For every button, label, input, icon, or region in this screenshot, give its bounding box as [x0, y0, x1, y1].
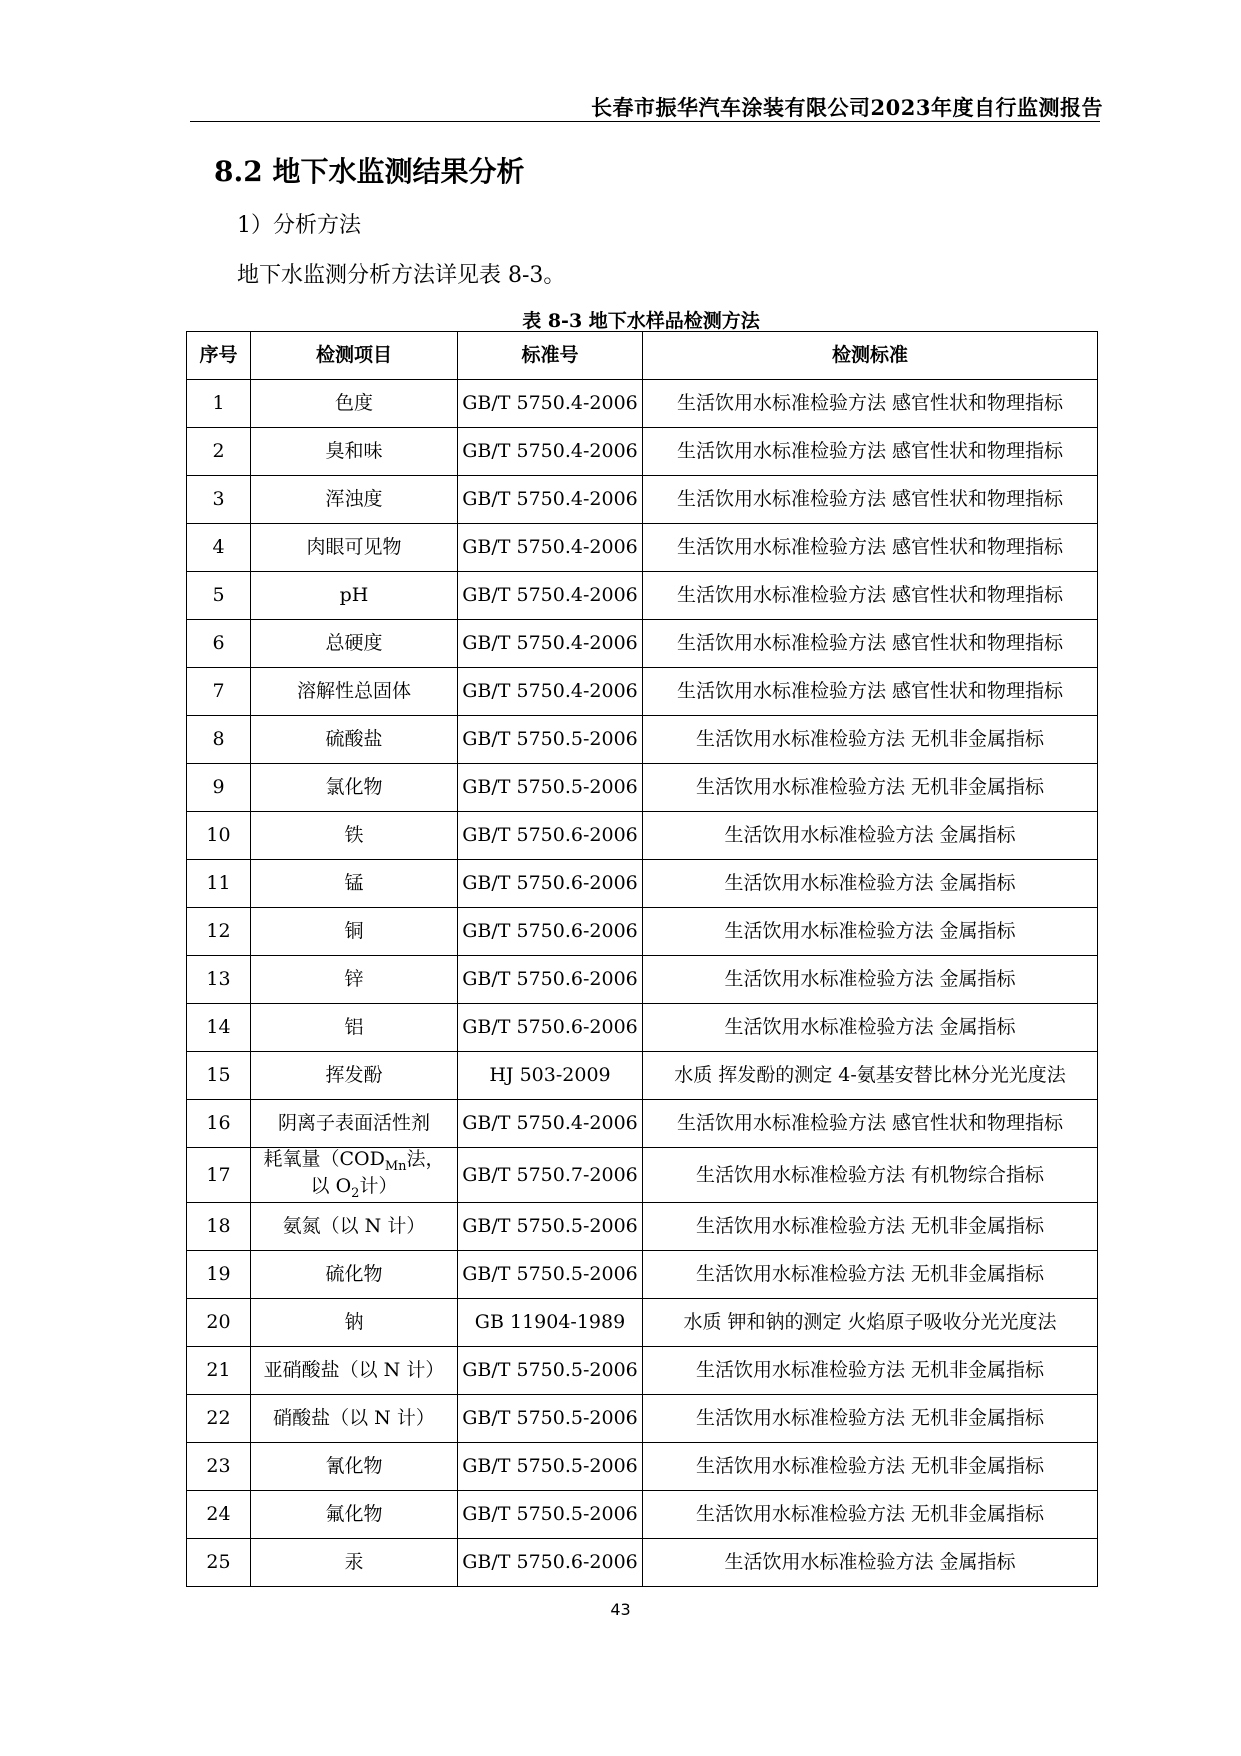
table-row — [187, 1299, 1098, 1347]
cell-item — [251, 1148, 458, 1203]
cell-item: 挥发酚 — [251, 1052, 458, 1100]
cell-no: 19 — [187, 1251, 251, 1299]
cell-standard-no: HJ 503-2009 — [458, 1052, 643, 1100]
cell-item: 浑浊度 — [251, 476, 458, 524]
table-row — [187, 956, 1098, 1004]
table-row — [187, 380, 1098, 428]
cell-item-subscript: Mn — [384, 1158, 407, 1174]
table-row — [187, 428, 1098, 476]
cell-standard-no: GB/T 5750.6-2006 — [458, 1539, 643, 1587]
cell-standard-no: GB/T 5750.5-2006 — [458, 1203, 643, 1251]
cell-item: 色度 — [251, 380, 458, 428]
cell-no: 18 — [187, 1203, 251, 1251]
cell-standard: 生活饮用水标准检验方法 无机非金属指标 — [643, 716, 1098, 764]
section-title: 8.2 地下水监测结果分析 — [214, 155, 525, 188]
cell-no: 24 — [187, 1491, 251, 1539]
cell-item-part: 耗氧量（COD — [263, 1148, 385, 1170]
cell-item: 氨氮（以 N 计） — [251, 1203, 458, 1251]
cell-standard-no: GB/T 5750.5-2006 — [458, 1395, 643, 1443]
cell-item-subscript: 2 — [351, 1185, 360, 1201]
cell-standard: 生活饮用水标准检验方法 无机非金属指标 — [643, 1443, 1098, 1491]
cell-item: 亚硝酸盐（以 N 计） — [251, 1347, 458, 1395]
cell-no: 21 — [187, 1347, 251, 1395]
cell-no: 1 — [187, 380, 251, 428]
table-row — [187, 1100, 1098, 1148]
cell-standard: 生活饮用水标准检验方法 金属指标 — [643, 956, 1098, 1004]
table-row — [187, 1004, 1098, 1052]
cell-no: 13 — [187, 956, 251, 1004]
table-caption: 表 8-3 地下水样品检测方法 — [522, 310, 760, 332]
cell-standard: 生活饮用水标准检验方法 感官性状和物理指标 — [643, 1100, 1098, 1148]
intro-paragraph: 地下水监测分析方法详见表 8-3。 — [237, 263, 566, 288]
subsection-heading: 1）分析方法 — [237, 213, 361, 238]
cell-item: 锰 — [251, 860, 458, 908]
table-row — [187, 1052, 1098, 1100]
cell-standard: 生活饮用水标准检验方法 有机物综合指标 — [643, 1148, 1098, 1203]
table-row — [187, 716, 1098, 764]
cell-standard: 生活饮用水标准检验方法 无机非金属指标 — [643, 1395, 1098, 1443]
table-row — [187, 908, 1098, 956]
cell-standard-no: GB/T 5750.5-2006 — [458, 1347, 643, 1395]
cell-standard: 生活饮用水标准检验方法 无机非金属指标 — [643, 764, 1098, 812]
cell-no: 12 — [187, 908, 251, 956]
table-row — [187, 1443, 1098, 1491]
cell-item: 氰化物 — [251, 1443, 458, 1491]
cell-standard-no: GB/T 5750.4-2006 — [458, 428, 643, 476]
cell-standard-no: GB/T 5750.5-2006 — [458, 1251, 643, 1299]
cell-no: 2 — [187, 428, 251, 476]
cell-no: 5 — [187, 572, 251, 620]
table-row — [187, 1251, 1098, 1299]
cell-standard-no: GB/T 5750.4-2006 — [458, 668, 643, 716]
cell-standard-no: GB/T 5750.7-2006 — [458, 1148, 643, 1203]
cell-no: 22 — [187, 1395, 251, 1443]
cell-standard: 生活饮用水标准检验方法 感官性状和物理指标 — [643, 380, 1098, 428]
cell-item: 氟化物 — [251, 1491, 458, 1539]
cell-item: 汞 — [251, 1539, 458, 1587]
cell-no: 8 — [187, 716, 251, 764]
cell-standard-no: GB/T 5750.4-2006 — [458, 524, 643, 572]
cell-standard: 生活饮用水标准检验方法 感官性状和物理指标 — [643, 668, 1098, 716]
cell-item: 硫化物 — [251, 1251, 458, 1299]
cell-standard: 生活饮用水标准检验方法 金属指标 — [643, 860, 1098, 908]
cell-standard: 生活饮用水标准检验方法 感官性状和物理指标 — [643, 524, 1098, 572]
cell-standard-no: GB/T 5750.5-2006 — [458, 1491, 643, 1539]
methods-table — [186, 331, 1098, 1587]
cell-no: 20 — [187, 1299, 251, 1347]
cell-standard: 生活饮用水标准检验方法 无机非金属指标 — [643, 1203, 1098, 1251]
cell-standard: 水质 钾和钠的测定 火焰原子吸收分光光度法 — [643, 1299, 1098, 1347]
cell-no: 23 — [187, 1443, 251, 1491]
cell-item: 铝 — [251, 1004, 458, 1052]
cell-item: 硝酸盐（以 N 计） — [251, 1395, 458, 1443]
table-body — [187, 380, 1098, 1587]
table-header-row — [187, 332, 1098, 380]
page-number: 43 — [610, 1600, 631, 1619]
header-divider — [190, 121, 1100, 122]
cell-standard: 水质 挥发酚的测定 4-氨基安替比林分光光度法 — [643, 1052, 1098, 1100]
report-header-title: 长春市振华汽车涂装有限公司2023年度自行监测报告 — [591, 95, 1103, 120]
cell-no: 15 — [187, 1052, 251, 1100]
cell-no: 7 — [187, 668, 251, 716]
cell-standard: 生活饮用水标准检验方法 无机非金属指标 — [643, 1491, 1098, 1539]
cell-item: 臭和味 — [251, 428, 458, 476]
cell-no: 4 — [187, 524, 251, 572]
cell-no: 14 — [187, 1004, 251, 1052]
cell-item: 总硬度 — [251, 620, 458, 668]
header-cell-standard: 检测标准 — [643, 332, 1098, 380]
cell-standard: 生活饮用水标准检验方法 无机非金属指标 — [643, 1251, 1098, 1299]
cell-standard: 生活饮用水标准检验方法 感官性状和物理指标 — [643, 476, 1098, 524]
cell-no: 16 — [187, 1100, 251, 1148]
cell-item: 钠 — [251, 1299, 458, 1347]
table-row — [187, 524, 1098, 572]
table-row — [187, 764, 1098, 812]
cell-item: 阴离子表面活性剂 — [251, 1100, 458, 1148]
cell-no: 10 — [187, 812, 251, 860]
table-row — [187, 572, 1098, 620]
table-row — [187, 812, 1098, 860]
table-row — [187, 1347, 1098, 1395]
cell-no: 3 — [187, 476, 251, 524]
table-row — [187, 1395, 1098, 1443]
cell-standard: 生活饮用水标准检验方法 感官性状和物理指标 — [643, 620, 1098, 668]
cell-no: 17 — [187, 1148, 251, 1203]
table-row — [187, 1203, 1098, 1251]
table-row — [187, 620, 1098, 668]
cell-standard-no: GB/T 5750.6-2006 — [458, 908, 643, 956]
cell-standard: 生活饮用水标准检验方法 感官性状和物理指标 — [643, 428, 1098, 476]
header-cell-item: 检测项目 — [251, 332, 458, 380]
cell-item: 硫酸盐 — [251, 716, 458, 764]
table-row — [187, 1539, 1098, 1587]
table-row — [187, 860, 1098, 908]
cell-standard: 生活饮用水标准检验方法 金属指标 — [643, 812, 1098, 860]
cell-standard: 生活饮用水标准检验方法 无机非金属指标 — [643, 1347, 1098, 1395]
cell-standard: 生活饮用水标准检验方法 金属指标 — [643, 1539, 1098, 1587]
table-row — [187, 476, 1098, 524]
header-cell-no: 序号 — [187, 332, 251, 380]
cell-item: 铁 — [251, 812, 458, 860]
cell-standard-no: GB/T 5750.5-2006 — [458, 764, 643, 812]
cell-standard-no: GB/T 5750.6-2006 — [458, 860, 643, 908]
cell-no: 25 — [187, 1539, 251, 1587]
cell-item: 氯化物 — [251, 764, 458, 812]
cell-standard-no: GB/T 5750.4-2006 — [458, 476, 643, 524]
cell-item-part: 以 O — [310, 1175, 352, 1198]
cell-no: 6 — [187, 620, 251, 668]
cell-standard-no: GB/T 5750.4-2006 — [458, 380, 643, 428]
cell-no: 11 — [187, 860, 251, 908]
cell-item: 溶解性总固体 — [251, 668, 458, 716]
header-cell-standard-no: 标准号 — [458, 332, 643, 380]
table-row — [187, 1148, 1098, 1203]
cell-standard-no: GB/T 5750.4-2006 — [458, 620, 643, 668]
cell-standard-no: GB/T 5750.6-2006 — [458, 1004, 643, 1052]
cell-standard-no: GB/T 5750.6-2006 — [458, 812, 643, 860]
cell-standard: 生活饮用水标准检验方法 金属指标 — [643, 1004, 1098, 1052]
cell-standard-no: GB/T 5750.5-2006 — [458, 1443, 643, 1491]
cell-no: 9 — [187, 764, 251, 812]
cell-item: 肉眼可见物 — [251, 524, 458, 572]
cell-standard-no: GB/T 5750.4-2006 — [458, 572, 643, 620]
cell-standard-no: GB/T 5750.4-2006 — [458, 1100, 643, 1148]
cell-item-part: 法， — [406, 1148, 445, 1170]
cell-item-part: 计） — [359, 1175, 398, 1198]
cell-standard: 生活饮用水标准检验方法 金属指标 — [643, 908, 1098, 956]
table-row — [187, 668, 1098, 716]
cell-standard: 生活饮用水标准检验方法 感官性状和物理指标 — [643, 572, 1098, 620]
cell-standard-no: GB 11904-1989 — [458, 1299, 643, 1347]
cell-item: 锌 — [251, 956, 458, 1004]
cell-standard-no: GB/T 5750.5-2006 — [458, 716, 643, 764]
cell-standard-no: GB/T 5750.6-2006 — [458, 956, 643, 1004]
table-row — [187, 1491, 1098, 1539]
cell-item: pH — [251, 572, 458, 620]
cell-item: 铜 — [251, 908, 458, 956]
